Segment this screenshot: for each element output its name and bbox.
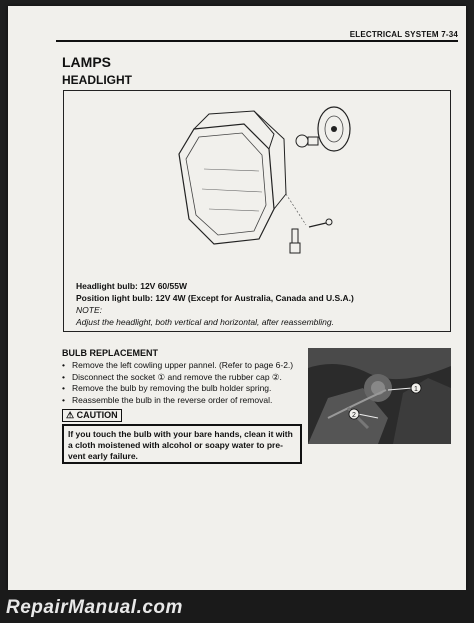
photo-illustration bbox=[308, 348, 451, 444]
sub-title: HEADLIGHT bbox=[62, 73, 132, 87]
step-item bbox=[62, 360, 302, 372]
page-header bbox=[328, 30, 458, 39]
headlight-exploded-diagram bbox=[174, 99, 354, 269]
caution-label: CAUTION bbox=[76, 410, 118, 420]
caution-badge bbox=[62, 409, 122, 422]
caution-line: a cloth moistened with alcohol or soapy water to pre- bbox=[68, 440, 283, 450]
step-item bbox=[62, 383, 302, 395]
bullet-dot: • bbox=[62, 383, 65, 393]
bullet-dot: • bbox=[62, 371, 65, 382]
section-title: LAMPS bbox=[62, 54, 111, 70]
bulb-replacement-steps bbox=[62, 360, 302, 406]
header-page-number: 7-34 bbox=[441, 30, 458, 39]
header-section: ELECTRICAL SYSTEM bbox=[349, 30, 439, 39]
bullet-dot: • bbox=[62, 394, 65, 405]
note-text: Adjust the headlight, both vertical and horizontal, after reassembling. bbox=[76, 317, 334, 327]
note-label: NOTE: bbox=[76, 305, 102, 315]
bullet-dot: • bbox=[62, 360, 65, 370]
bulb-access-photo bbox=[308, 348, 451, 444]
step-text: Remove the bulb by removing the bulb holder spring. bbox=[72, 383, 272, 393]
bulb-replacement-title: BULB REPLACEMENT bbox=[62, 348, 158, 358]
watermark-logo: RepairManual.com bbox=[6, 597, 183, 618]
step-item bbox=[62, 395, 302, 407]
position-bulb-spec: Position light bulb: 12V 4W (Except for Australia, Canada and U.S.A.) bbox=[76, 293, 354, 303]
header-rule bbox=[56, 40, 458, 42]
step-text: Disconnect the socket ① and remove the rubber cap ②. bbox=[72, 371, 282, 382]
callout-2: 2 bbox=[352, 412, 356, 419]
caution-line: vent early failure. bbox=[68, 451, 138, 461]
step-text: Reassemble the bulb in the reverse order of removal. bbox=[72, 394, 273, 405]
step-item bbox=[62, 372, 302, 384]
step-text: Remove the left cowling upper pannel. (Refer to page 6-2.) bbox=[72, 360, 294, 370]
headlight-figure-box bbox=[63, 90, 451, 332]
callout-1: 1 bbox=[414, 386, 418, 393]
caution-box bbox=[62, 424, 302, 464]
caution-line: If you touch the bulb with your bare hands, clean it with bbox=[68, 429, 293, 439]
warning-triangle-icon: ⚠ bbox=[66, 410, 75, 420]
headlight-bulb-spec: Headlight bulb: 12V 60/55W bbox=[76, 281, 187, 291]
